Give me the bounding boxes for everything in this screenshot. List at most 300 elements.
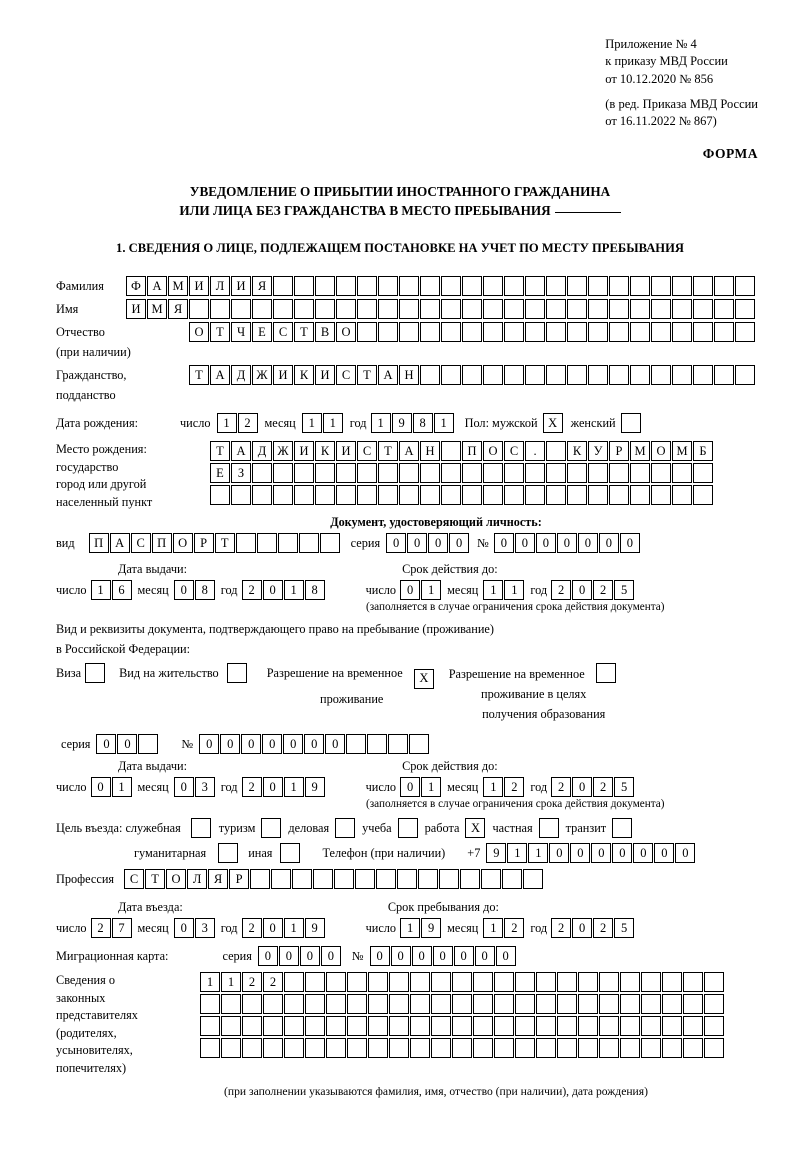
cell[interactable] [399, 463, 419, 483]
cell[interactable]: Ф [126, 276, 146, 296]
cell[interactable] [236, 533, 256, 553]
cell[interactable]: С [504, 441, 524, 461]
cell[interactable] [525, 322, 545, 342]
cell[interactable] [704, 1038, 724, 1058]
cell[interactable]: Р [229, 869, 249, 889]
cell[interactable]: Ж [273, 441, 293, 461]
cell[interactable] [641, 994, 661, 1014]
cell[interactable]: М [630, 441, 650, 461]
cell[interactable]: Д [231, 365, 251, 385]
cell[interactable]: И [231, 276, 251, 296]
cell[interactable]: 1 [421, 777, 441, 797]
cell[interactable] [735, 322, 755, 342]
cell[interactable] [273, 299, 293, 319]
cell[interactable] [567, 463, 587, 483]
cell[interactable] [620, 1038, 640, 1058]
cell[interactable] [431, 972, 451, 992]
cell[interactable] [431, 994, 451, 1014]
cell[interactable] [420, 276, 440, 296]
cell[interactable] [462, 485, 482, 505]
cell[interactable] [662, 1016, 682, 1036]
cell[interactable] [231, 299, 251, 319]
cell[interactable] [641, 972, 661, 992]
cell[interactable] [326, 1016, 346, 1036]
cell[interactable] [672, 299, 692, 319]
cell[interactable] [504, 463, 524, 483]
birth-day-input[interactable] [217, 413, 259, 433]
cell[interactable]: И [336, 441, 356, 461]
cell[interactable]: 2 [551, 580, 571, 600]
cell[interactable] [210, 485, 230, 505]
cell[interactable] [525, 463, 545, 483]
cell[interactable] [294, 463, 314, 483]
cell[interactable] [420, 299, 440, 319]
cell[interactable] [397, 869, 417, 889]
cell[interactable] [410, 1038, 430, 1058]
cell[interactable] [409, 734, 429, 754]
cell[interactable]: 9 [486, 843, 506, 863]
cell[interactable]: 2 [551, 918, 571, 938]
cell[interactable] [609, 463, 629, 483]
cell[interactable]: 0 [494, 533, 514, 553]
purpose-work-checkbox[interactable]: Х [465, 818, 485, 838]
cell[interactable] [347, 994, 367, 1014]
cell[interactable] [483, 463, 503, 483]
cell[interactable] [252, 463, 272, 483]
cell[interactable] [704, 1016, 724, 1036]
cell[interactable]: А [210, 365, 230, 385]
cell[interactable] [399, 299, 419, 319]
cell[interactable] [273, 276, 293, 296]
cell[interactable]: 9 [392, 413, 412, 433]
cell[interactable] [221, 994, 241, 1014]
cell[interactable]: О [189, 322, 209, 342]
cell[interactable]: 0 [407, 533, 427, 553]
cell[interactable]: С [357, 441, 377, 461]
cell[interactable] [441, 276, 461, 296]
cell[interactable]: 2 [242, 972, 262, 992]
cell[interactable]: 6 [112, 580, 132, 600]
cell[interactable]: В [315, 322, 335, 342]
cell[interactable] [630, 463, 650, 483]
cell[interactable]: Ж [252, 365, 272, 385]
cell[interactable] [315, 463, 335, 483]
cell[interactable] [221, 1016, 241, 1036]
citizenship-input[interactable] [189, 365, 756, 385]
cell[interactable] [599, 1016, 619, 1036]
cell[interactable]: 0 [572, 918, 592, 938]
cell[interactable]: О [166, 869, 186, 889]
cell[interactable]: О [483, 441, 503, 461]
purpose-other-checkbox[interactable] [280, 843, 300, 863]
cell[interactable] [452, 994, 472, 1014]
cell[interactable] [525, 365, 545, 385]
cell[interactable] [567, 322, 587, 342]
cell[interactable]: 5 [614, 918, 634, 938]
cell[interactable] [546, 463, 566, 483]
cell[interactable] [221, 1038, 241, 1058]
cell[interactable] [483, 299, 503, 319]
purpose-business-checkbox[interactable] [335, 818, 355, 838]
cell[interactable] [263, 1038, 283, 1058]
doc-issue-month-input[interactable] [174, 580, 216, 600]
cell[interactable] [714, 299, 734, 319]
cell[interactable] [418, 869, 438, 889]
cell[interactable] [410, 994, 430, 1014]
cell[interactable] [620, 994, 640, 1014]
cell[interactable]: 0 [433, 946, 453, 966]
cell[interactable]: 0 [91, 777, 111, 797]
cell[interactable] [609, 322, 629, 342]
cell[interactable] [431, 1016, 451, 1036]
cell[interactable]: 1 [284, 918, 304, 938]
cell[interactable] [502, 869, 522, 889]
cell[interactable]: 0 [325, 734, 345, 754]
cell[interactable] [504, 365, 524, 385]
cell[interactable]: Р [194, 533, 214, 553]
cell[interactable] [284, 994, 304, 1014]
cell[interactable]: 0 [263, 777, 283, 797]
cell[interactable] [672, 365, 692, 385]
cell[interactable] [714, 322, 734, 342]
cell[interactable] [431, 1038, 451, 1058]
cell[interactable] [252, 485, 272, 505]
cell[interactable] [441, 485, 461, 505]
cell[interactable] [735, 299, 755, 319]
cell[interactable]: 1 [434, 413, 454, 433]
cell[interactable] [630, 485, 650, 505]
cell[interactable]: Я [168, 299, 188, 319]
cell[interactable]: 0 [454, 946, 474, 966]
cell[interactable] [693, 276, 713, 296]
cell[interactable]: 0 [258, 946, 278, 966]
cell[interactable] [515, 1016, 535, 1036]
cell[interactable] [620, 972, 640, 992]
entry-year-input[interactable] [242, 918, 326, 938]
cell[interactable] [357, 299, 377, 319]
cell[interactable] [683, 994, 703, 1014]
cell[interactable]: 2 [238, 413, 258, 433]
cell[interactable]: И [315, 365, 335, 385]
sex-male-checkbox[interactable]: Х [543, 413, 563, 433]
cell[interactable]: Д [252, 441, 272, 461]
cell[interactable] [420, 322, 440, 342]
cell[interactable]: 2 [242, 777, 262, 797]
stay-issue-month-input[interactable] [174, 777, 216, 797]
cell[interactable] [525, 299, 545, 319]
cell[interactable] [326, 1038, 346, 1058]
cell[interactable] [299, 533, 319, 553]
cell[interactable]: 0 [262, 734, 282, 754]
cell[interactable] [189, 299, 209, 319]
cell[interactable] [693, 485, 713, 505]
cell[interactable] [138, 734, 158, 754]
cell[interactable]: Я [208, 869, 228, 889]
cell[interactable] [273, 485, 293, 505]
cell[interactable] [693, 299, 713, 319]
cell[interactable] [410, 1016, 430, 1036]
cell[interactable]: 0 [549, 843, 569, 863]
cell[interactable]: 1 [483, 777, 503, 797]
cell[interactable] [334, 869, 354, 889]
cell[interactable]: 2 [263, 972, 283, 992]
cell[interactable]: С [273, 322, 293, 342]
stay-series-input[interactable] [96, 734, 159, 754]
cell[interactable] [378, 322, 398, 342]
cell[interactable] [452, 1016, 472, 1036]
cell[interactable]: 2 [242, 580, 262, 600]
birthplace-line-1[interactable] [210, 441, 714, 461]
cell[interactable]: К [315, 441, 335, 461]
legal-rep-line-1[interactable] [200, 972, 725, 992]
cell[interactable]: Ч [231, 322, 251, 342]
purpose-tourism-checkbox[interactable] [261, 818, 281, 838]
cell[interactable] [588, 276, 608, 296]
doc-kind-input[interactable] [89, 533, 341, 553]
cell[interactable]: 1 [284, 777, 304, 797]
cell[interactable]: Л [210, 276, 230, 296]
cell[interactable] [473, 1016, 493, 1036]
temp-residence-edu-checkbox[interactable] [596, 663, 616, 683]
birthplace-line-3[interactable] [210, 485, 714, 505]
cell[interactable]: 0 [412, 946, 432, 966]
cell[interactable]: З [231, 463, 251, 483]
cell[interactable]: М [168, 276, 188, 296]
cell[interactable] [523, 869, 543, 889]
cell[interactable] [515, 1038, 535, 1058]
cell[interactable]: Т [189, 365, 209, 385]
stay-valid-month-input[interactable] [483, 777, 525, 797]
cell[interactable]: А [147, 276, 167, 296]
cell[interactable]: 1 [504, 580, 524, 600]
cell[interactable] [515, 994, 535, 1014]
cell[interactable] [588, 485, 608, 505]
cell[interactable] [367, 734, 387, 754]
cell[interactable]: А [378, 365, 398, 385]
cell[interactable]: 0 [654, 843, 674, 863]
cell[interactable] [326, 994, 346, 1014]
cell[interactable] [704, 972, 724, 992]
stay-valid-day-input[interactable] [400, 777, 442, 797]
cell[interactable] [483, 322, 503, 342]
cell[interactable] [504, 276, 524, 296]
cell[interactable]: Т [210, 441, 230, 461]
cell[interactable] [231, 485, 251, 505]
cell[interactable] [336, 485, 356, 505]
stay-issue-year-input[interactable] [242, 777, 326, 797]
cell[interactable]: С [131, 533, 151, 553]
birthplace-line-2[interactable] [210, 463, 714, 483]
cell[interactable] [609, 365, 629, 385]
cell[interactable] [536, 1038, 556, 1058]
cell[interactable] [651, 299, 671, 319]
cell[interactable] [294, 276, 314, 296]
cell[interactable]: О [651, 441, 671, 461]
cell[interactable]: 0 [633, 843, 653, 863]
cell[interactable] [462, 463, 482, 483]
cell[interactable] [388, 734, 408, 754]
cell[interactable]: Е [210, 463, 230, 483]
doc-series-input[interactable] [386, 533, 470, 553]
cell[interactable] [315, 485, 335, 505]
cell[interactable]: Е [252, 322, 272, 342]
doc-valid-year-input[interactable] [551, 580, 635, 600]
name-input[interactable] [126, 299, 756, 319]
cell[interactable]: 8 [195, 580, 215, 600]
cell[interactable]: 5 [614, 777, 634, 797]
cell[interactable] [567, 485, 587, 505]
cell[interactable]: Т [378, 441, 398, 461]
cell[interactable] [200, 994, 220, 1014]
cell[interactable] [462, 299, 482, 319]
cell[interactable]: П [89, 533, 109, 553]
cell[interactable] [368, 972, 388, 992]
cell[interactable]: 2 [504, 918, 524, 938]
cell[interactable]: 8 [413, 413, 433, 433]
cell[interactable] [609, 485, 629, 505]
cell[interactable]: 0 [321, 946, 341, 966]
cell[interactable]: Т [145, 869, 165, 889]
cell[interactable] [494, 972, 514, 992]
cell[interactable]: 0 [620, 533, 640, 553]
legal-rep-line-2[interactable] [200, 994, 725, 1014]
cell[interactable] [651, 485, 671, 505]
cell[interactable] [536, 1016, 556, 1036]
cell[interactable] [546, 322, 566, 342]
residence-permit-checkbox[interactable] [227, 663, 247, 683]
cell[interactable] [662, 994, 682, 1014]
cell[interactable] [252, 299, 272, 319]
cell[interactable]: А [399, 441, 419, 461]
visa-checkbox[interactable] [85, 663, 105, 683]
cell[interactable]: 9 [421, 918, 441, 938]
cell[interactable] [399, 322, 419, 342]
cell[interactable]: . [525, 441, 545, 461]
cell[interactable] [546, 441, 566, 461]
cell[interactable]: 0 [400, 580, 420, 600]
cell[interactable]: 0 [174, 918, 194, 938]
cell[interactable]: 0 [475, 946, 495, 966]
cell[interactable]: 0 [557, 533, 577, 553]
sex-female-checkbox[interactable] [621, 413, 641, 433]
cell[interactable] [439, 869, 459, 889]
cell[interactable]: М [672, 441, 692, 461]
cell[interactable] [389, 994, 409, 1014]
cell[interactable] [336, 276, 356, 296]
cell[interactable] [641, 1038, 661, 1058]
cell[interactable] [735, 276, 755, 296]
cell[interactable]: А [110, 533, 130, 553]
cell[interactable]: 0 [300, 946, 320, 966]
cell[interactable] [357, 322, 377, 342]
cell[interactable]: 0 [117, 734, 137, 754]
cell[interactable]: 2 [242, 918, 262, 938]
cell[interactable]: 1 [91, 580, 111, 600]
phone-input[interactable] [486, 843, 696, 863]
cell[interactable] [536, 994, 556, 1014]
cell[interactable] [368, 1016, 388, 1036]
cell[interactable] [651, 463, 671, 483]
cell[interactable] [305, 972, 325, 992]
cell[interactable] [346, 734, 366, 754]
cell[interactable] [546, 365, 566, 385]
cell[interactable]: 0 [199, 734, 219, 754]
cell[interactable] [326, 972, 346, 992]
cell[interactable]: П [152, 533, 172, 553]
cell[interactable]: 2 [593, 918, 613, 938]
cell[interactable] [494, 1016, 514, 1036]
cell[interactable] [452, 972, 472, 992]
cell[interactable]: Т [294, 322, 314, 342]
cell[interactable] [399, 485, 419, 505]
cell[interactable] [651, 322, 671, 342]
cell[interactable] [441, 365, 461, 385]
cell[interactable]: Р [609, 441, 629, 461]
cell[interactable]: Я [252, 276, 272, 296]
cell[interactable]: 0 [428, 533, 448, 553]
cell[interactable] [588, 463, 608, 483]
cell[interactable]: 0 [570, 843, 590, 863]
cell[interactable] [292, 869, 312, 889]
cell[interactable] [557, 1016, 577, 1036]
cell[interactable]: 0 [515, 533, 535, 553]
cell[interactable]: 3 [195, 918, 215, 938]
doc-issue-day-input[interactable] [91, 580, 133, 600]
cell[interactable] [200, 1016, 220, 1036]
cell[interactable]: 9 [305, 918, 325, 938]
cell[interactable] [305, 1038, 325, 1058]
cell[interactable]: 0 [220, 734, 240, 754]
cell[interactable]: 0 [174, 580, 194, 600]
cell[interactable]: 0 [572, 580, 592, 600]
cell[interactable]: К [567, 441, 587, 461]
cell[interactable] [315, 276, 335, 296]
cell[interactable] [284, 1038, 304, 1058]
cell[interactable] [609, 299, 629, 319]
cell[interactable]: 0 [279, 946, 299, 966]
cell[interactable] [389, 972, 409, 992]
cell[interactable] [460, 869, 480, 889]
cell[interactable]: 2 [593, 580, 613, 600]
entry-month-input[interactable] [174, 918, 216, 938]
profession-input[interactable] [124, 869, 544, 889]
cell[interactable] [210, 299, 230, 319]
cell[interactable] [452, 1038, 472, 1058]
cell[interactable]: 1 [507, 843, 527, 863]
cell[interactable] [441, 299, 461, 319]
cell[interactable]: Т [357, 365, 377, 385]
cell[interactable] [441, 463, 461, 483]
cell[interactable]: Л [187, 869, 207, 889]
cell[interactable] [462, 322, 482, 342]
cell[interactable] [420, 485, 440, 505]
cell[interactable] [420, 463, 440, 483]
patronymic-input[interactable] [189, 322, 756, 342]
cell[interactable] [441, 441, 461, 461]
cell[interactable]: 0 [391, 946, 411, 966]
cell[interactable] [355, 869, 375, 889]
cell[interactable] [294, 485, 314, 505]
cell[interactable]: С [336, 365, 356, 385]
doc-number-input[interactable] [494, 533, 641, 553]
cell[interactable] [525, 485, 545, 505]
cell[interactable] [630, 299, 650, 319]
purpose-service-checkbox[interactable] [191, 818, 211, 838]
cell[interactable] [494, 1038, 514, 1058]
purpose-study-checkbox[interactable] [398, 818, 418, 838]
cell[interactable] [462, 276, 482, 296]
cell[interactable] [263, 994, 283, 1014]
